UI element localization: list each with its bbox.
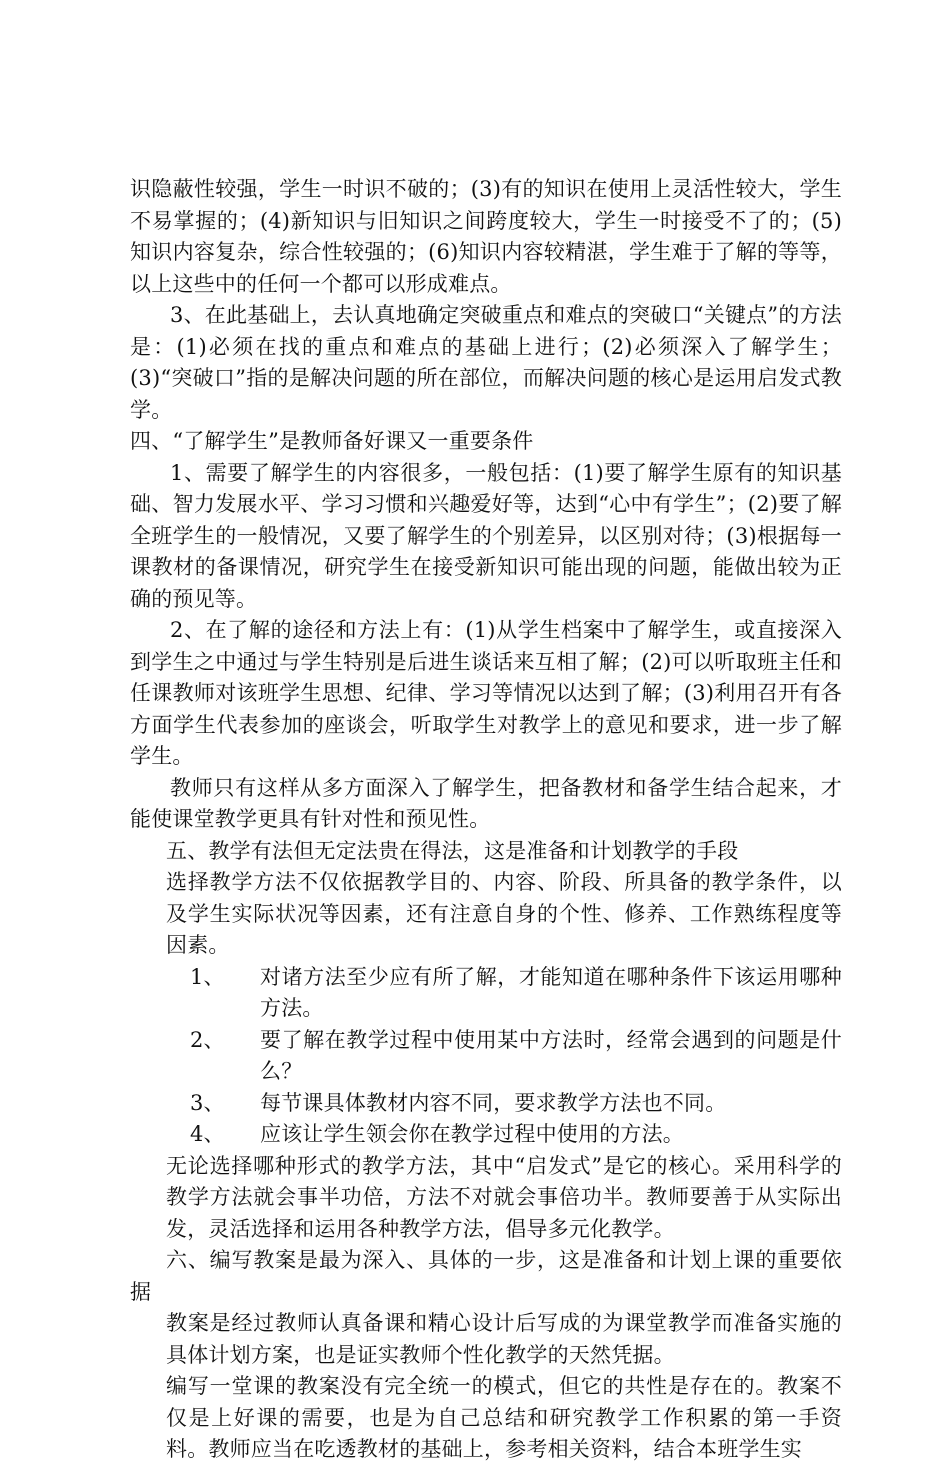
paragraph-lesson-plan-definition: 教案是经过教师认真备课和精心设计后写成的为课堂教学而准备实施的具体计划方案，也是证实教师个性化教学的天然凭据。 [166, 1311, 842, 1367]
section-heading-teaching-methods: 五、教学有法但无定法贵在得法，这是准备和计划教学的手段 [166, 838, 739, 863]
list-item-text: 对诸方法至少应有所了解，才能知道在哪种条件下该运用哪种方法。 [260, 964, 842, 1020]
paragraph-understand-methods: 2、在了解的途径和方法上有：(1)从学生档案中了解学生，或直接深入到学生之中通过与学生特别是后进生谈话来互相了解；(2)可以听取班主任和任课教师对该班学生思想、纪律、学习等情况以达到了解；(3)利用召开有各方面学生代表参加的座谈会，听取学生对教学上的意见和要求，进一步了解学生。 [130, 618, 842, 768]
list-item-number: 2、 [190, 1027, 225, 1052]
paragraph-method-selection: 选择教学方法不仅依据教学目的、内容、阶段、所具备的教学条件，以及学生实际状况等因素，还有注意自身的个性、修养、工作熟练程度等因素。 [166, 870, 842, 957]
paragraph-understand-content: 1、需要了解学生的内容很多，一般包括：(1)要了解学生原有的知识基础、智力发展水平、学习习惯和兴趣爱好等，达到“心中有学生”；(2)要了解全班学生的一般情况，又要了解学生的个别差异，以区别对待；(3)根据每一课教材的备课情况，研究学生在接受新知识可能出现的问题，能做出较为正确的预见等。 [130, 460, 842, 611]
list-item-number: 3、 [190, 1090, 225, 1115]
list-item-number: 1、 [190, 964, 225, 989]
paragraph-lesson-plan-model: 编写一堂课的教案没有完全统一的模式，但它的共性是存在的。教案不仅是上好课的需要，也是为自己总结和研究教学工作积累的第一手资料。教师应当在吃透教材的基础上，参考相关资料，结合本班学生实 [166, 1374, 842, 1461]
list-item [130, 1088, 842, 1120]
paragraph-difficulty-types: 识隐蔽性较强，学生一时识不破的；(3)有的知识在使用上灵活性较大，学生不易掌握的；(4)新知识与旧知识之间跨度较大，学生一时接受不了的；(5)知识内容复杂，综合性较强的；(6)知识内容较精湛，学生难于了解的等等，以上这些中的任何一个都可以形成难点。 [130, 177, 842, 296]
list-item [130, 1025, 842, 1088]
method-list [130, 962, 842, 1151]
document-page [130, 174, 842, 1466]
section-heading-understand-students: 四、“了解学生”是教师备好课又一重要条件 [130, 429, 534, 453]
list-item-text: 每节课具体教材内容不同，要求教学方法也不同。 [260, 1090, 727, 1115]
list-item-text: 应该让学生领会你在教学过程中使用的方法。 [260, 1122, 684, 1146]
paragraph-heuristic-core: 无论选择哪种形式的教学方法，其中“启发式”是它的核心。采用科学的教学方法就会事半功倍，方法不对就会事倍功半。教师要善于从实际出发，灵活选择和运用各种教学方法，倡导多元化教学。 [166, 1153, 842, 1241]
paragraph-understand-conclusion: 教师只有这样从多方面深入了解学生，把备教材和备学生结合起来，才能使课堂教学更具有针对性和预见性。 [130, 775, 842, 831]
paragraph-breakthrough-point: 3、在此基础上，去认真地确定突破重点和难点的突破口“关键点”的方法是：(1)必须在找的重点和难点的基础上进行；(2)必须深入了解学生；(3)“突破口”指的是解决问题的所在部位，而解决问题的核心是运用启发式教学。 [130, 303, 842, 422]
list-item [130, 962, 842, 1025]
list-item-number: 4、 [190, 1122, 225, 1146]
list-item [130, 1119, 842, 1151]
section-heading-lesson-plan: 六、编写教案是最为深入、具体的一步，这是准备和计划上课的重要依据 [130, 1248, 842, 1304]
list-item-text: 要了解在教学过程中使用某中方法时，经常会遇到的问题是什么？ [260, 1027, 842, 1083]
